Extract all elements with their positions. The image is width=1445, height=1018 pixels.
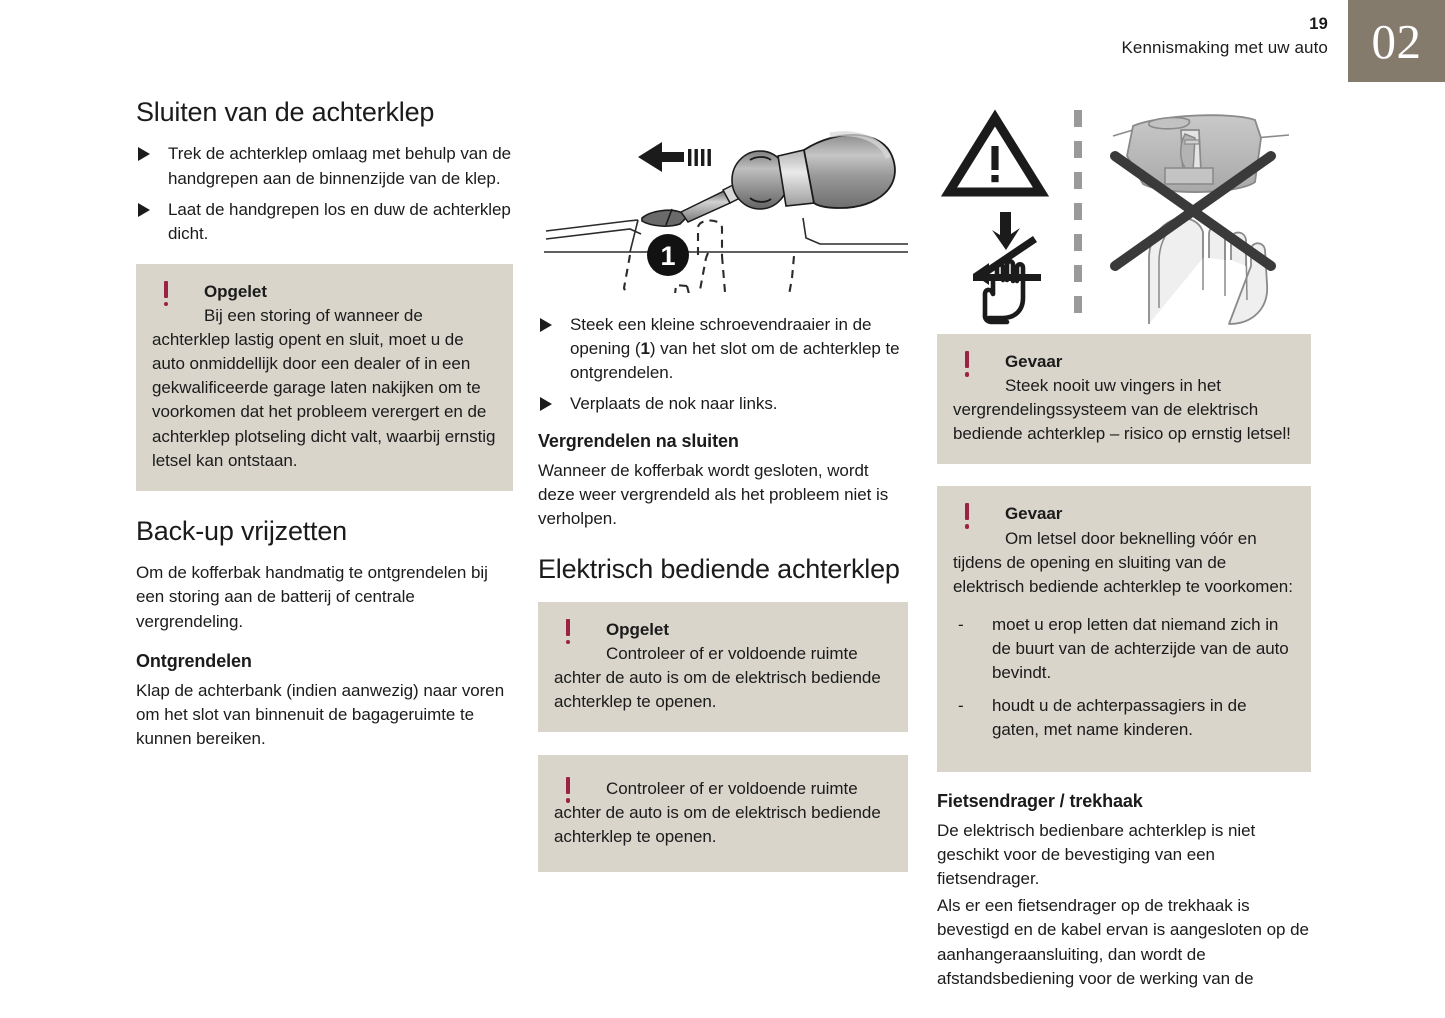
left-paragraph-2: Klap de achterbank (indien aanwezig) naar voren om het slot van binnenuit de bagageruimte te kunnen bereiken. — [136, 681, 505, 749]
list-item — [953, 694, 1295, 742]
illustration-screwdriver-in-lock — [538, 108, 913, 298]
page-header — [0, 0, 1445, 88]
left-paragraph-1: Om de kofferbak handmatig te ontgrendelen bij een storing aan de batterij of centrale vergrendeling. — [136, 563, 488, 631]
list-item-text: Steek een kleine schroevendraaier in de opening (1) van het slot om de achterklep te ontgrendelen. — [570, 315, 900, 383]
middle-paragraph-1: Wanneer de kofferbak wordt gesloten, wordt deze weer vergrendeld als het probleem niet is verholpen. — [538, 460, 889, 529]
tailgate-hand-scene — [1113, 115, 1289, 324]
warning-box-opgelet-ruimte-1 — [538, 602, 908, 732]
exclamation-icon — [960, 503, 974, 529]
exclamation-icon — [561, 777, 575, 803]
warning-box-gevaar-vingers — [937, 334, 1311, 464]
illustration-no-fingers-tailgate — [937, 108, 1315, 331]
header-text-block — [1121, 14, 1328, 61]
list-item-text: Laat de handgrepen los en duw de achterklep dicht. — [168, 199, 511, 243]
list-item-text: moet u erop letten dat niemand zich in de buurt van de achterzijde van de auto bevindt. — [992, 614, 1289, 683]
chapter-tab-number: 02 — [1371, 13, 1422, 69]
list-item — [538, 313, 908, 385]
triangle-bullet-icon — [138, 203, 150, 217]
warning-label: Gevaar — [1005, 352, 1063, 371]
warning-text: Bij een storing of wanneer de achterklep lastig opent en sluit, moet u de auto onmiddellijk door een dealer of in een gekwalificeerde garage laten nakijken om te voorkomen dat het probleem verergert en de achterklep plotseling dicht valt, waarbij ernstig letsel kan ontstaan. — [152, 305, 496, 470]
list-item — [953, 613, 1295, 685]
warning-sub-list — [953, 613, 1295, 743]
header-chapter-title: Kennismaking met uw auto — [1121, 38, 1328, 58]
section-title-sluiten-achterklep: Sluiten van de achterklep — [136, 97, 435, 127]
subtitle-ontgrendelen: Ontgrendelen — [136, 650, 252, 671]
crush-hand-icon — [973, 212, 1041, 322]
chapter-tab — [1348, 0, 1445, 82]
list-item-text: Trek de achterklep omlaag met behulp van de handgrepen aan de binnenzijde van de klep. — [168, 144, 512, 188]
warning-box-opgelet — [136, 264, 513, 491]
warning-text: Controleer of er voldoende ruimte achter de auto is om de elektrisch bediende achterklep te openen. — [554, 779, 881, 847]
list-item-text: houdt u de achterpassagiers in de gaten, met name kinderen. — [992, 696, 1247, 740]
triangle-bullet-icon — [540, 318, 552, 332]
dash-bullet-icon: - — [958, 696, 964, 716]
left-column — [136, 96, 513, 754]
exclamation-icon — [960, 351, 974, 377]
warning-label: Opgelet — [606, 619, 669, 639]
right-column — [937, 334, 1311, 994]
dash-bullet-icon: - — [958, 614, 964, 634]
warning-box-gevaar-beknelling — [937, 486, 1311, 771]
warning-label: Gevaar — [1005, 504, 1063, 524]
section-title-elektrisch-bediende-achterklep: Elektrisch bediende achterklep — [538, 554, 900, 585]
right-paragraph-2: Als er een fietsendrager op de trekhaak is bevestigd en de kabel ervan is aangesloten op de aanhangeraansluiting, dan wordt de afstandsbediening voor de werking van de — [937, 896, 1309, 988]
triangle-bullet-icon — [138, 147, 150, 161]
list-item — [136, 142, 513, 190]
triangle-bullet-icon — [540, 397, 552, 411]
page-number: 19 — [1309, 15, 1328, 33]
warning-label: Opgelet — [204, 281, 267, 301]
list-item-text: Verplaats de nok naar links. — [570, 394, 778, 414]
warning-text: Steek nooit uw vingers in het vergrendelingssysteem van de elektrisch bediende achterklep – risico op ernstig letsel! — [953, 376, 1291, 444]
middle-instruction-list — [538, 313, 908, 417]
right-paragraph-1: De elektrisch bedienbare achterklep is niet geschikt voor de bevestiging van een fietsendrager. — [937, 820, 1256, 889]
list-item — [538, 392, 908, 416]
subtitle-fietsendrager-trekhaak: Fietsendrager / trekhaak — [937, 790, 1143, 811]
exclamation-icon — [561, 619, 575, 645]
middle-column — [538, 313, 908, 872]
section-title-backup-vrijzetten: Back-up vrijzetten — [136, 515, 347, 546]
left-instruction-list — [136, 142, 513, 246]
warning-text: Controleer of er voldoende ruimte achter de auto is om de elektrisch bediende achterklep te openen. — [554, 643, 881, 711]
warning-text: Om letsel door beknelling vóór en tijdens de opening en sluiting van de elektrisch bediende achterklep te voorkomen: — [953, 528, 1293, 596]
svg-text:1: 1 — [660, 241, 676, 271]
left-arrow-icon — [638, 142, 711, 172]
warning-box-opgelet-ruimte-2 — [538, 755, 908, 871]
warning-triangle-icon — [949, 118, 1041, 192]
subtitle-vergrendelen-na-sluiten: Vergrendelen na sluiten — [538, 430, 739, 451]
exclamation-icon — [159, 281, 173, 307]
list-item — [136, 198, 513, 246]
